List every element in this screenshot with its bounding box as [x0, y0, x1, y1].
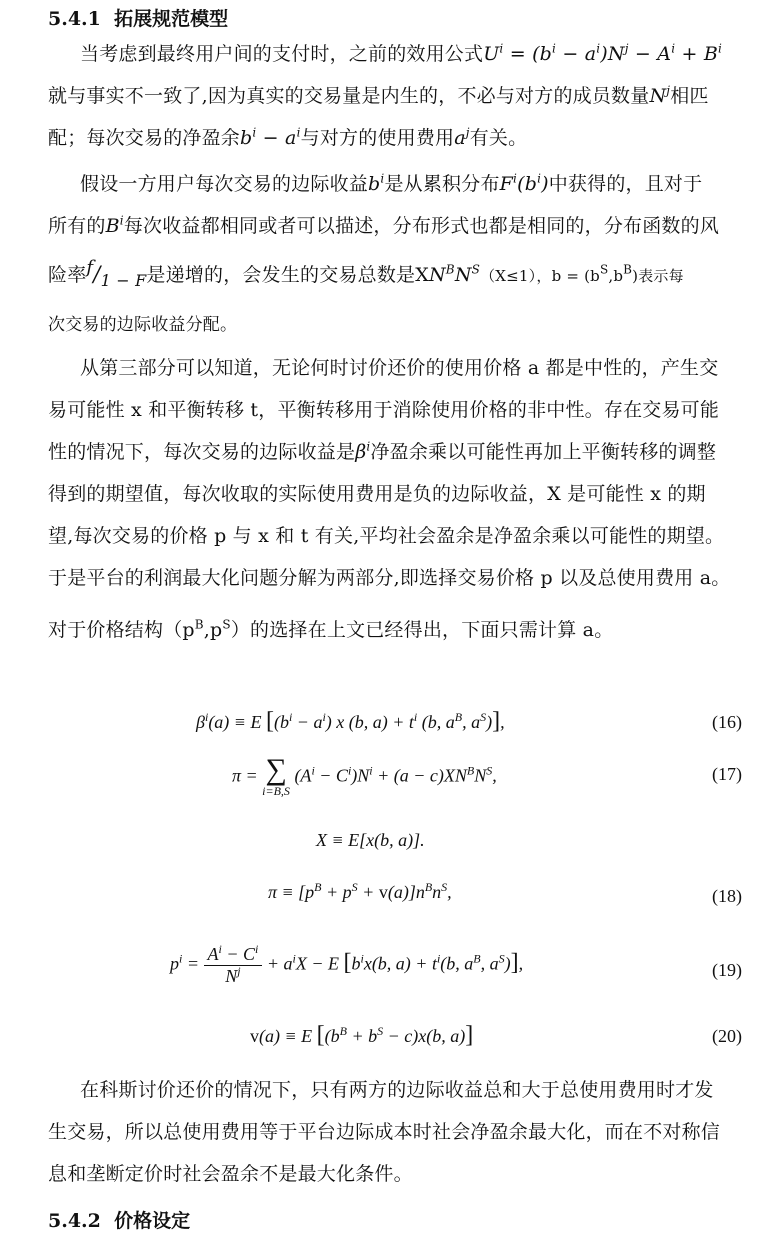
text: )表示每 — [632, 267, 684, 285]
text: 所有的 — [48, 215, 106, 237]
text: 次交易的边际收益分配。 — [48, 315, 238, 335]
para3-line6 — [48, 566, 730, 590]
text: 配；每次交易的净盈余 — [48, 127, 241, 149]
para3-line5 — [48, 524, 724, 548]
para3-line4 — [48, 482, 706, 506]
text: 险率 — [48, 264, 87, 286]
para4-line1 — [80, 1078, 714, 1102]
text: 与对方的使用费用 — [300, 127, 455, 149]
text: （X≤1），b = (b — [480, 267, 600, 285]
text: 净盈余乘以可能性再加上平衡转移的调整 — [370, 441, 717, 463]
equation-17: π = ∑ i=B,S $(A^i - C^i)N^i + (a - c)XN^BN^S$, — [232, 753, 497, 798]
text: 生交易，所以总使用费用等于平台边际成本时社会净盈余最大化，而在不对称信 — [48, 1121, 721, 1143]
benefit-formula: $b^i$ — [368, 171, 385, 195]
text: 息和垄断定价时社会盈余不是最大化条件。 — [48, 1163, 413, 1185]
bi-formula: $B^i$ — [105, 213, 124, 237]
equation-19: $p^i$ = $\frac{A^i - C^i}{N^j}$ + $a^iX - E$ [$b^ix(b$, $a) + t^i(b$, $a^B$, $a^S$)], — [170, 942, 524, 986]
distribution-formula: $F^i(b^i)$ — [499, 171, 549, 195]
net-surplus-formula: $b^i - a^i$ — [240, 125, 301, 149]
text: 望,每次交易的价格 p 与 x 和 t 有关,平均社会盈余是净盈余乘以可能性的期望。 — [48, 525, 725, 547]
equation-number: (20) — [712, 1026, 742, 1046]
text: 是从累积分布 — [384, 173, 500, 195]
section-title: 拓展规范模型 — [114, 8, 229, 30]
equation-20: v(a) ≡ E [$(b^B + b^S - c)x(b$, a)] — [250, 1022, 474, 1048]
text: 中获得的，且对于 — [548, 173, 703, 195]
section-title: 价格设定 — [114, 1210, 191, 1232]
text: 从第三部分可以知道，无论何时讨价还价的使用价格 a 都是中性的，产生交 — [80, 357, 719, 379]
sup-S: S — [222, 617, 231, 632]
fraction: $\frac{A^i - C^i}{N^j}$ — [204, 944, 263, 987]
para4-line2 — [48, 1120, 720, 1144]
equation-number: (19) — [712, 960, 742, 980]
text: 假设一方用户每次交易的边际收益 — [80, 173, 369, 195]
para2-line4 — [48, 312, 237, 337]
para2-line1 — [80, 172, 702, 196]
member-count-formula: $N^j$ — [649, 83, 671, 107]
equation-number: (16) — [712, 712, 742, 732]
equation-x-definition: X ≡ E[x(b, a)]. — [316, 830, 425, 850]
sup-B: B — [623, 262, 633, 277]
section-number: 5.4.2 — [48, 1210, 101, 1232]
utility-formula: $U^i = (b^i - a^i)N^j - A^i + B^i$ — [483, 41, 723, 65]
text: 当考虑到最终用户间的支付时，之前的效用公式 — [80, 43, 484, 65]
sup-B: B — [194, 617, 204, 632]
para3-line3 — [48, 440, 716, 464]
para3-line7 — [48, 618, 613, 642]
para2-line2 — [48, 214, 719, 238]
text: 易可能性 x 和平衡转移 t，平衡转移用于消除使用价格的非中性。存在交易可能 — [48, 399, 720, 421]
equation-number: (18) — [712, 886, 742, 906]
text: ,p — [203, 619, 223, 641]
total-trades-formula: $XN^BN^S$ — [415, 262, 481, 286]
text: 在科斯讨价还价的情况下，只有两方的边际收益总和大于总使用费用时才发 — [80, 1079, 714, 1101]
para3-line1 — [80, 356, 718, 380]
equation-number: (17) — [712, 764, 742, 784]
text: 就与事实不一致了,因为真实的交易量是内生的，不必与对方的成员数量 — [48, 85, 650, 107]
para1-line2 — [48, 84, 709, 108]
text: 于是平台的利润最大化问题分解为两部分,即选择交易价格 p 以及总使用费用 a。 — [48, 567, 731, 589]
hazard-rate-formula: $^f/_{1 - F}$ — [86, 257, 147, 291]
text: 得到的期望值，每次收取的实际使用费用是负的边际收益，X 是可能性 x 的期 — [48, 483, 706, 505]
text: 每次收益都相同或者可以描述，分布形式也都是相同的，分布函数的风 — [123, 215, 720, 237]
equation-18: $\pi \equiv [p^B + p^S + v(a)]n^Bn^S$, — [268, 880, 452, 902]
para1-line1 — [80, 42, 722, 66]
fee-formula: $a^j$ — [454, 125, 470, 149]
para3-line2 — [48, 398, 719, 422]
equation-16: $\beta^i(a) \equiv E$ [$(b^i - a^i)$ x (b, $a) + t^i$ (b, $a^B$, $a^S$)], — [196, 708, 505, 734]
text: ,b — [608, 267, 624, 285]
text: 性的情况下，每次交易的边际收益是 — [48, 441, 356, 463]
text: 是递增的，会发生的交易总数是 — [146, 264, 416, 286]
para4-line3 — [48, 1162, 413, 1186]
beta-formula: $\beta^i$ — [355, 439, 371, 463]
summation: ∑ i=B,S — [262, 753, 290, 798]
text: 相匹 — [670, 85, 709, 107]
section-heading-5-4-2 — [48, 1206, 190, 1233]
text: ）的选择在上文已经得出，下面只需计算 a。 — [230, 619, 614, 641]
text: 有关。 — [469, 127, 528, 149]
section-heading-5-4-1 — [48, 4, 228, 31]
para2-line3 — [48, 257, 684, 291]
sup-S: S — [599, 262, 609, 277]
section-number: 5.4.1 — [48, 8, 101, 30]
para1-line3 — [48, 126, 527, 150]
text: 对于价格结构（p — [48, 619, 195, 641]
